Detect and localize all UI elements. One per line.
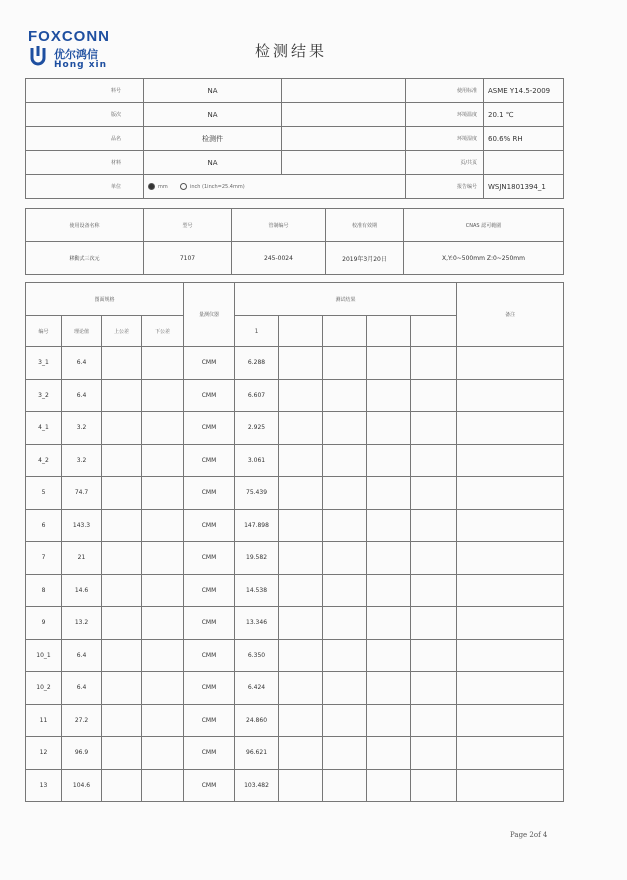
row-no: 4_2 <box>26 444 62 477</box>
unit-inch-label: inch (1inch=25.4mm) <box>189 183 245 190</box>
subheader-lower-tol: 下公差 <box>142 316 184 347</box>
result-col-blank <box>323 316 367 347</box>
table-row <box>26 444 564 477</box>
row-result-blank <box>367 574 411 607</box>
info-label: 材料 <box>26 151 144 175</box>
row-upper-tol <box>102 347 142 380</box>
row-result-1: 13.346 <box>235 607 279 640</box>
row-lower-tol <box>142 347 184 380</box>
row-nominal: 74.7 <box>62 477 102 510</box>
row-result-1: 14.538 <box>235 574 279 607</box>
row-method: CMM <box>184 672 235 705</box>
row-no: 13 <box>26 769 62 802</box>
radio-mm-icon[interactable] <box>148 183 155 190</box>
row-method: CMM <box>184 769 235 802</box>
result-col-1-header: 1 <box>235 316 279 347</box>
info-label: 报告编号 <box>406 175 484 199</box>
equipment-header: 型号 <box>144 209 232 242</box>
row-upper-tol <box>102 704 142 737</box>
row-nominal: 6.4 <box>62 347 102 380</box>
spec-group-header: 图面规格 <box>26 283 184 316</box>
row-no: 10_1 <box>26 639 62 672</box>
row-method: CMM <box>184 347 235 380</box>
row-result-blank <box>279 347 323 380</box>
row-remark <box>457 769 564 802</box>
logo-cn: 优尔鸿信 <box>54 48 98 61</box>
row-nominal: 13.2 <box>62 607 102 640</box>
row-result-blank <box>279 769 323 802</box>
row-nominal: 6.4 <box>62 672 102 705</box>
info-row <box>26 79 564 103</box>
row-upper-tol <box>102 607 142 640</box>
row-nominal: 6.4 <box>62 379 102 412</box>
row-result-blank <box>323 347 367 380</box>
row-result-blank <box>279 737 323 770</box>
row-remark <box>457 412 564 445</box>
row-remark <box>457 542 564 575</box>
row-lower-tol <box>142 639 184 672</box>
row-lower-tol <box>142 672 184 705</box>
row-method: CMM <box>184 477 235 510</box>
result-col-blank <box>279 316 323 347</box>
subheader-upper-tol: 上公差 <box>102 316 142 347</box>
subheader-no: 编号 <box>26 316 62 347</box>
equipment-header: 校准有效期 <box>326 209 404 242</box>
row-no: 9 <box>26 607 62 640</box>
row-lower-tol <box>142 444 184 477</box>
row-nominal: 27.2 <box>62 704 102 737</box>
row-remark <box>457 574 564 607</box>
row-result-blank <box>279 607 323 640</box>
row-method: CMM <box>184 574 235 607</box>
row-result-1: 3.061 <box>235 444 279 477</box>
row-nominal: 21 <box>62 542 102 575</box>
table-row <box>26 769 564 802</box>
row-nominal: 3.2 <box>62 412 102 445</box>
info-value: WSJN1801394_1 <box>484 175 564 199</box>
equipment-cell: 7107 <box>144 242 232 275</box>
row-upper-tol <box>102 574 142 607</box>
row-result-blank <box>279 574 323 607</box>
info-row <box>26 151 564 175</box>
info-value: NA <box>144 103 282 127</box>
row-result-blank <box>411 444 457 477</box>
row-method: CMM <box>184 379 235 412</box>
row-upper-tol <box>102 444 142 477</box>
info-row <box>26 103 564 127</box>
table-row <box>26 542 564 575</box>
row-nominal: 143.3 <box>62 509 102 542</box>
row-method: CMM <box>184 412 235 445</box>
row-lower-tol <box>142 477 184 510</box>
table-row <box>26 379 564 412</box>
row-result-blank <box>367 542 411 575</box>
row-result-blank <box>367 607 411 640</box>
result-col-blank <box>411 316 457 347</box>
row-remark <box>457 444 564 477</box>
equipment-cell: X,Y:0~500mm Z:0~250mm <box>404 242 564 275</box>
row-no: 12 <box>26 737 62 770</box>
row-result-blank <box>411 574 457 607</box>
row-result-blank <box>323 672 367 705</box>
row-method: CMM <box>184 704 235 737</box>
info-label: 页/共页 <box>406 151 484 175</box>
row-lower-tol <box>142 737 184 770</box>
row-nominal: 14.6 <box>62 574 102 607</box>
row-remark <box>457 509 564 542</box>
row-upper-tol <box>102 379 142 412</box>
row-result-blank <box>279 672 323 705</box>
row-result-1: 147.898 <box>235 509 279 542</box>
row-lower-tol <box>142 704 184 737</box>
row-remark <box>457 477 564 510</box>
row-result-blank <box>411 769 457 802</box>
row-upper-tol <box>102 672 142 705</box>
row-method: CMM <box>184 639 235 672</box>
row-result-blank <box>367 737 411 770</box>
row-result-blank <box>323 574 367 607</box>
row-nominal: 104.6 <box>62 769 102 802</box>
row-no: 3_1 <box>26 347 62 380</box>
info-value: 检测件 <box>144 127 282 151</box>
info-label: 单位 <box>26 175 144 199</box>
info-blank <box>282 103 406 127</box>
row-result-1: 75.439 <box>235 477 279 510</box>
row-nominal: 96.9 <box>62 737 102 770</box>
logo-en: Hong xin <box>54 60 107 70</box>
info-value: 60.6% RH <box>484 127 564 151</box>
row-result-blank <box>367 477 411 510</box>
info-label: 版次 <box>26 103 144 127</box>
unit-mm-label: mm <box>158 183 168 190</box>
row-result-blank <box>367 412 411 445</box>
row-result-blank <box>279 379 323 412</box>
row-result-blank <box>323 509 367 542</box>
measurement-header-row <box>26 283 564 316</box>
table-row <box>26 412 564 445</box>
row-result-blank <box>367 672 411 705</box>
row-remark <box>457 347 564 380</box>
info-value: ASME Y14.5-2009 <box>484 79 564 103</box>
row-no: 6 <box>26 509 62 542</box>
row-upper-tol <box>102 639 142 672</box>
row-upper-tol <box>102 737 142 770</box>
row-nominal: 6.4 <box>62 639 102 672</box>
row-no: 11 <box>26 704 62 737</box>
equipment-header: 使用设备名称 <box>26 209 144 242</box>
row-method: CMM <box>184 737 235 770</box>
row-result-blank <box>411 477 457 510</box>
row-method: CMM <box>184 607 235 640</box>
row-remark <box>457 639 564 672</box>
info-label: 品名 <box>26 127 144 151</box>
row-upper-tol <box>102 769 142 802</box>
row-result-blank <box>367 509 411 542</box>
table-row <box>26 347 564 380</box>
row-result-1: 6.350 <box>235 639 279 672</box>
logo-brand: FOXCONN <box>28 28 110 45</box>
info-label: 环境湿度 <box>406 127 484 151</box>
row-result-blank <box>323 412 367 445</box>
row-upper-tol <box>102 542 142 575</box>
row-upper-tol <box>102 477 142 510</box>
radio-inch-icon[interactable] <box>180 183 187 190</box>
table-row <box>26 477 564 510</box>
row-lower-tol <box>142 379 184 412</box>
remark-header: 备注 <box>457 283 564 347</box>
row-result-blank <box>411 347 457 380</box>
row-result-blank <box>367 379 411 412</box>
row-result-blank <box>279 412 323 445</box>
row-result-1: 24.860 <box>235 704 279 737</box>
row-result-blank <box>411 672 457 705</box>
table-row <box>26 672 564 705</box>
subheader-nominal: 理论值 <box>62 316 102 347</box>
row-result-blank <box>279 477 323 510</box>
row-no: 8 <box>26 574 62 607</box>
info-label: 环境温度 <box>406 103 484 127</box>
row-method: CMM <box>184 444 235 477</box>
table-row <box>26 607 564 640</box>
row-result-blank <box>411 704 457 737</box>
equipment-header: CNAS 認可範圍 <box>404 209 564 242</box>
row-result-blank <box>323 542 367 575</box>
row-result-1: 103.482 <box>235 769 279 802</box>
row-no: 4_1 <box>26 412 62 445</box>
equipment-header: 管制编号 <box>232 209 326 242</box>
row-no: 10_2 <box>26 672 62 705</box>
company-logo <box>28 28 153 73</box>
row-result-1: 19.582 <box>235 542 279 575</box>
info-table <box>25 78 564 199</box>
result-col-blank <box>367 316 411 347</box>
row-result-blank <box>411 639 457 672</box>
equipment-cell: 245-0024 <box>232 242 326 275</box>
row-result-blank <box>279 639 323 672</box>
row-result-blank <box>411 509 457 542</box>
row-lower-tol <box>142 607 184 640</box>
logo-mark-icon <box>30 46 46 68</box>
page-number: Page 2of 4 <box>510 831 548 839</box>
row-result-blank <box>367 769 411 802</box>
row-upper-tol <box>102 412 142 445</box>
row-result-blank <box>323 639 367 672</box>
info-label: 料号 <box>26 79 144 103</box>
table-row <box>26 509 564 542</box>
results-header: 测试结果 <box>235 283 457 316</box>
row-result-blank <box>367 639 411 672</box>
row-method: CMM <box>184 509 235 542</box>
row-result-1: 96.621 <box>235 737 279 770</box>
info-value <box>484 151 564 175</box>
row-result-blank <box>323 444 367 477</box>
measurement-rows <box>26 347 564 802</box>
row-lower-tol <box>142 542 184 575</box>
row-result-blank <box>279 444 323 477</box>
info-value: 20.1 ℃ <box>484 103 564 127</box>
row-result-1: 6.424 <box>235 672 279 705</box>
row-result-blank <box>323 607 367 640</box>
row-no: 5 <box>26 477 62 510</box>
row-result-blank <box>411 737 457 770</box>
table-row <box>26 574 564 607</box>
row-lower-tol <box>142 509 184 542</box>
equipment-cell: 2019年3月20日 <box>326 242 404 275</box>
row-remark <box>457 379 564 412</box>
row-result-blank <box>323 477 367 510</box>
row-result-blank <box>323 704 367 737</box>
table-row <box>26 639 564 672</box>
row-nominal: 3.2 <box>62 444 102 477</box>
info-value: NA <box>144 79 282 103</box>
equipment-cell: 移動式三次元 <box>26 242 144 275</box>
equipment-header-row <box>26 209 564 242</box>
row-result-blank <box>411 379 457 412</box>
row-result-blank <box>411 607 457 640</box>
row-upper-tol <box>102 509 142 542</box>
row-remark <box>457 704 564 737</box>
row-result-blank <box>279 509 323 542</box>
table-row <box>26 737 564 770</box>
info-blank <box>282 151 406 175</box>
row-result-blank <box>367 347 411 380</box>
row-result-blank <box>367 704 411 737</box>
row-result-1: 6.288 <box>235 347 279 380</box>
unit-selector <box>144 175 406 199</box>
info-label: 使用标准 <box>406 79 484 103</box>
row-result-blank <box>411 412 457 445</box>
row-result-blank <box>279 542 323 575</box>
row-result-1: 6.607 <box>235 379 279 412</box>
document-title: 检测结果 <box>255 42 328 60</box>
row-no: 3_2 <box>26 379 62 412</box>
method-header: 量测仪器 <box>184 283 235 347</box>
info-blank <box>282 127 406 151</box>
equipment-table <box>25 208 564 275</box>
equipment-row <box>26 242 564 275</box>
info-value: NA <box>144 151 282 175</box>
info-row <box>26 127 564 151</box>
row-result-blank <box>323 379 367 412</box>
table-row <box>26 704 564 737</box>
info-blank <box>282 79 406 103</box>
measurement-table <box>25 282 564 802</box>
row-remark <box>457 737 564 770</box>
row-result-blank <box>279 704 323 737</box>
row-method: CMM <box>184 542 235 575</box>
row-lower-tol <box>142 412 184 445</box>
row-result-1: 2.925 <box>235 412 279 445</box>
row-result-blank <box>367 444 411 477</box>
row-result-blank <box>411 542 457 575</box>
row-lower-tol <box>142 769 184 802</box>
row-lower-tol <box>142 574 184 607</box>
row-remark <box>457 672 564 705</box>
row-result-blank <box>323 737 367 770</box>
row-no: 7 <box>26 542 62 575</box>
info-row <box>26 175 564 199</box>
row-remark <box>457 607 564 640</box>
row-result-blank <box>323 769 367 802</box>
